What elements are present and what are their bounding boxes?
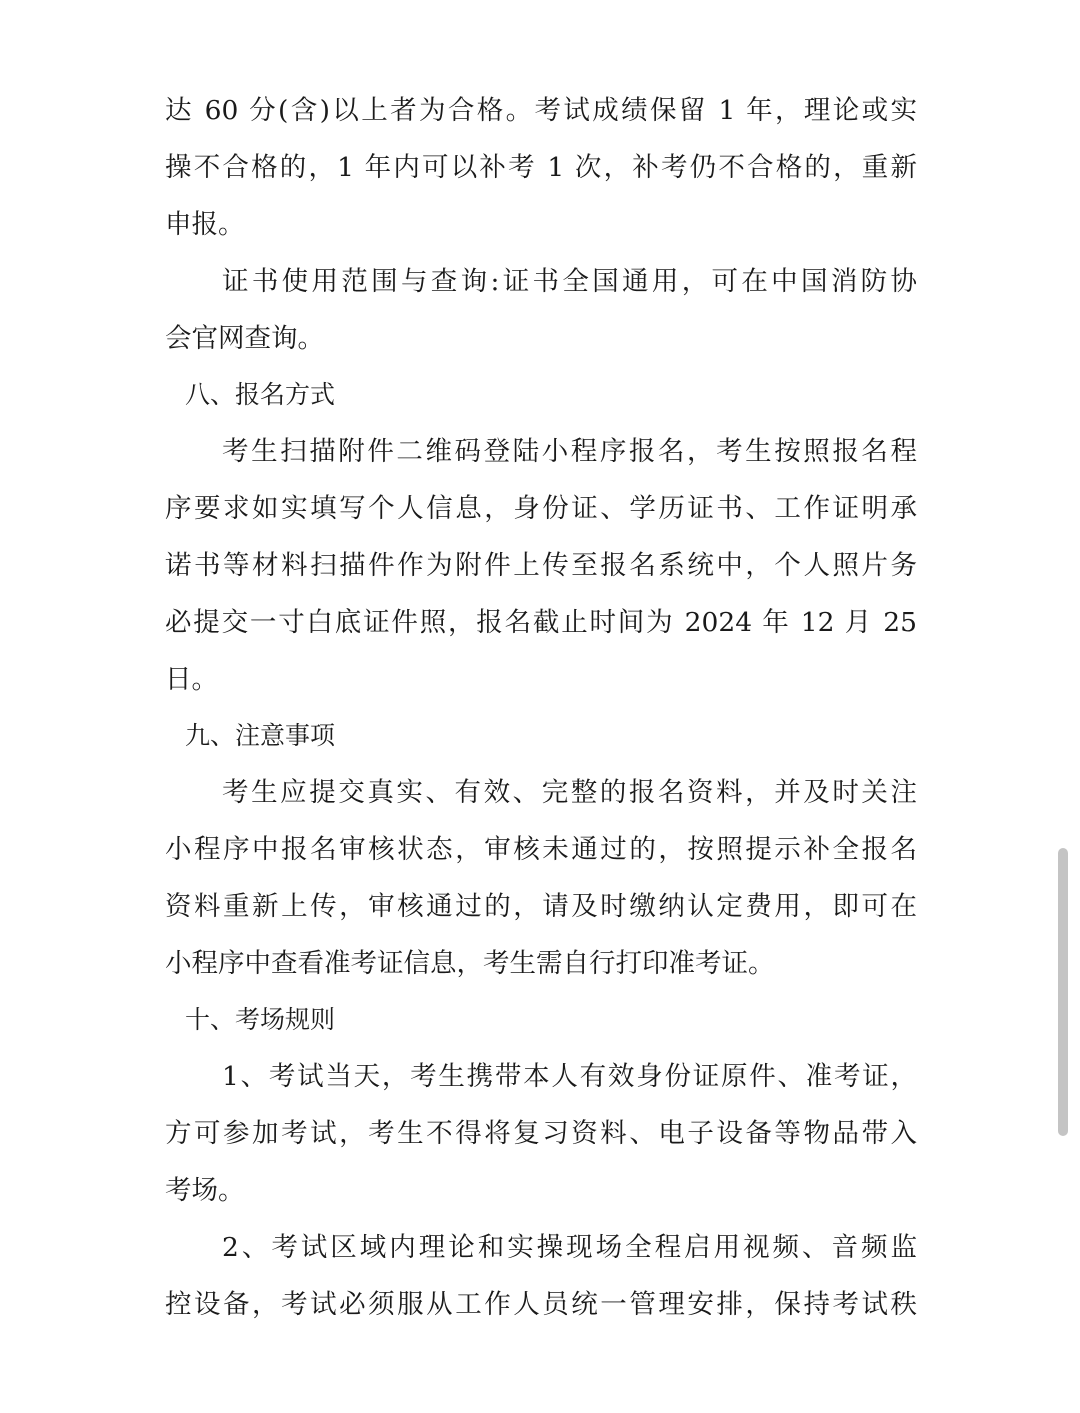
text-line: 会官网查询。: [165, 323, 324, 354]
document-body: [165, 82, 917, 1333]
text-line: 2、考试区域内理论和实操现场全程启用视频、音频监: [222, 1232, 917, 1263]
text-line: 序要求如实填写个人信息，身份证、学历证书、工作证明承: [165, 493, 917, 524]
scrollbar[interactable]: [1058, 0, 1080, 1413]
text-line: 考生应提交真实、有效、完整的报名资料，并及时关注: [222, 777, 917, 808]
text-line: 考场。: [165, 1175, 245, 1206]
text-line: 申报。: [165, 209, 245, 240]
text-line: 考生扫描附件二维码登陆小程序报名，考生按照报名程: [222, 436, 917, 467]
text-line: 操不合格的，1 年内可以补考 1 次，补考仍不合格的，重新: [165, 152, 917, 183]
text-line: 日。: [165, 664, 218, 695]
text-line: 控设备，考试必须服从工作人员统一管理安排，保持考试秩: [165, 1289, 917, 1320]
text-line: 小程序中查看准考证信息，考生需自行打印准考证。: [165, 948, 775, 979]
text-line: 达 60 分(含)以上者为合格。考试成绩保留 1 年，理论或实: [165, 95, 917, 126]
text-line: 资料重新上传，审核通过的，请及时缴纳认定费用，即可在: [165, 891, 917, 922]
text-line: 必提交一寸白底证件照，报名截止时间为 2024 年 12 月 25: [165, 607, 917, 638]
text-line: 证书使用范围与查询:证书全国通用，可在中国消防协: [222, 266, 917, 297]
scrollbar-thumb[interactable]: [1058, 848, 1068, 1136]
text-line: 方可参加考试，考生不得将复习资料、电子设备等物品带入: [165, 1118, 917, 1149]
text-line: 诺书等材料扫描件作为附件上传至报名系统中，个人照片务: [165, 550, 917, 581]
section-heading: 十、考场规则: [185, 1005, 336, 1034]
text-line: 小程序中报名审核状态，审核未通过的，按照提示补全报名: [165, 834, 917, 865]
section-heading: 八、报名方式: [185, 380, 336, 409]
section-heading: 九、注意事项: [185, 721, 336, 750]
text-line: 1、考试当天，考生携带本人有效身份证原件、准考证，: [222, 1061, 917, 1092]
